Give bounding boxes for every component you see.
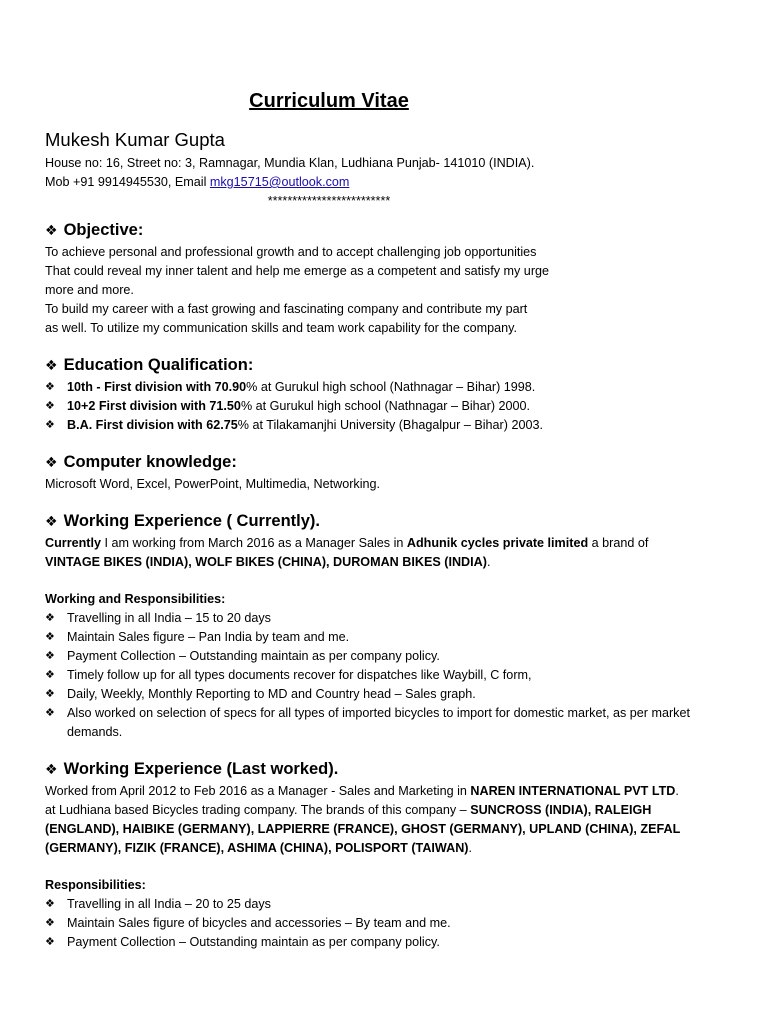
diamond-bullet-icon: ❖: [45, 917, 55, 929]
responsibility-item: [45, 704, 725, 742]
last-work-text: at Ludhiana based Bicycles trading company. The brands of this company –: [45, 803, 471, 817]
responsibility-text: Also worked on selection of specs for all types of imported bicycles to import for domestic market, as per market demands.: [67, 706, 690, 739]
last-work-heading: [45, 758, 725, 780]
last-brands: SUNCROSS (INDIA), RALEIGH: [470, 803, 652, 817]
cv-content: [45, 88, 725, 952]
diamond-bullet-icon: ❖: [45, 381, 55, 393]
current-responsibilities-heading: Working and Responsibilities:: [45, 592, 226, 606]
diamond-bullet-icon: ❖: [45, 513, 58, 529]
last-responsibilities-heading: Responsibilities:: [45, 878, 146, 892]
education-item-bold: 10+2 First division with 71.50: [67, 399, 241, 413]
diamond-bullet-icon: ❖: [45, 898, 55, 910]
objective-line: To achieve personal and professional growth and to accept challenging job opportunities: [45, 245, 537, 259]
responsibility-item: [45, 933, 725, 952]
responsibility-item: [45, 647, 725, 666]
diamond-bullet-icon: ❖: [45, 357, 58, 373]
last-work-end: .: [675, 784, 679, 798]
computer-heading-text: Computer knowledge:: [63, 453, 237, 471]
contact-line: [45, 173, 725, 192]
responsibility-text: Travelling in all India – 15 to 20 days: [67, 611, 271, 625]
responsibility-text: Maintain Sales figure – Pan India by team and me.: [67, 630, 350, 644]
computer-skills: Microsoft Word, Excel, PowerPoint, Multimedia, Networking.: [45, 477, 381, 491]
contact-phone: Mob +91 9914945530, Email: [45, 175, 210, 189]
diamond-bullet-icon: ❖: [45, 669, 55, 681]
diamond-bullet-icon: ❖: [45, 222, 58, 238]
candidate-name: Mukesh Kumar Gupta: [45, 129, 225, 150]
responsibility-text: Timely follow up for all types documents recover for dispatches like Waybill, C form,: [67, 668, 532, 682]
last-work-heading-text: Working Experience (Last worked).: [63, 760, 339, 778]
education-heading-text: Education Qualification:: [63, 356, 254, 374]
responsibility-item: [45, 895, 725, 914]
objective-line: as well. To utilize my communication skills and team work capability for the company.: [45, 321, 517, 335]
education-item: [45, 397, 725, 416]
last-company: NAREN INTERNATIONAL PVT LTD: [470, 784, 676, 798]
current-work-text: I am working from March 2016 as a Manager Sales in: [100, 536, 407, 550]
last-responsibilities-list: [45, 895, 725, 952]
last-work-line: [45, 801, 725, 820]
diamond-bullet-icon: ❖: [45, 761, 58, 777]
education-item-bold: B.A. First division with 62.75: [67, 418, 238, 432]
responsibility-item: [45, 628, 725, 647]
objective-heading-text: Objective:: [63, 221, 144, 239]
document-title: Curriculum Vitae: [249, 90, 409, 112]
email-link[interactable]: mkg15715@outlook.com: [209, 175, 350, 189]
current-brands-line: [45, 553, 725, 572]
separator-stars: *************************: [267, 194, 391, 208]
current-work-text: a brand of: [588, 536, 649, 550]
last-work-line: [45, 839, 725, 858]
education-item: [45, 378, 725, 397]
address-line: House no: 16, Street no: 3, Ramnagar, Mundia Klan, Ludhiana Punjab- 141010 (INDIA).: [45, 156, 535, 170]
responsibility-item: [45, 685, 725, 704]
diamond-bullet-icon: ❖: [45, 650, 55, 662]
responsibility-text: Daily, Weekly, Monthly Reporting to MD and Country head – Sales graph.: [67, 687, 476, 701]
responsibility-text: Payment Collection – Outstanding maintain as per company policy.: [67, 649, 440, 663]
responsibility-item: [45, 609, 725, 628]
diamond-bullet-icon: ❖: [45, 936, 55, 948]
objective-line: To build my career with a fast growing and fascinating company and contribute my part: [45, 302, 528, 316]
diamond-bullet-icon: ❖: [45, 688, 55, 700]
last-brands: (ENGLAND), HAIBIKE (GERMANY), LAPPIERRE (FRANCE), GHOST (GERMANY), UPLAND (CHINA), ZEFAL: [45, 822, 681, 836]
education-item: [45, 416, 725, 435]
education-list: [45, 378, 725, 435]
diamond-bullet-icon: ❖: [45, 454, 58, 470]
diamond-bullet-icon: ❖: [45, 631, 55, 643]
responsibility-text: Travelling in all India – 20 to 25 days: [67, 897, 271, 911]
current-work-bold: Currently: [45, 536, 101, 550]
diamond-bullet-icon: ❖: [45, 612, 55, 624]
last-work-end: .: [468, 841, 472, 855]
diamond-bullet-icon: ❖: [45, 419, 55, 431]
responsibility-item: [45, 666, 725, 685]
education-item-text: % at Gurukul high school (Nathnagar – Bihar) 2000.: [240, 399, 531, 413]
last-work-text: Worked from April 2012 to Feb 2016 as a Manager - Sales and Marketing in: [45, 784, 471, 798]
current-responsibilities-list: [45, 609, 725, 742]
last-brands: (GERMANY), FIZIK (FRANCE), ASHIMA (CHINA), POLISPORT (TAIWAN): [45, 841, 469, 855]
current-company: Adhunik cycles private limited: [406, 536, 589, 550]
responsibility-text: Maintain Sales figure of bicycles and accessories – By team and me.: [67, 916, 451, 930]
objective-line: That could reveal my inner talent and help me emerge as a competent and satisfy my urge: [45, 264, 550, 278]
education-item-text: % at Gurukul high school (Nathnagar – Bihar) 1998.: [246, 380, 536, 394]
current-work-line: [45, 534, 725, 553]
current-brands-end: .: [486, 555, 491, 569]
objective-line: more and more.: [45, 283, 134, 297]
last-work-line: [45, 782, 725, 801]
objective-heading: [45, 219, 725, 241]
education-item-text: % at Tilakamanjhi University (Bhagalpur – Bihar) 2003.: [237, 418, 543, 432]
education-heading: [45, 354, 725, 376]
education-item-bold: 10th - First division with 70.90: [67, 380, 247, 394]
current-work-heading: [45, 510, 725, 532]
current-work-heading-text: Working Experience ( Currently).: [63, 512, 320, 530]
diamond-bullet-icon: ❖: [45, 400, 55, 412]
computer-heading: [45, 451, 725, 473]
responsibility-item: [45, 914, 725, 933]
responsibility-text: Payment Collection – Outstanding maintain as per company policy.: [67, 935, 440, 949]
diamond-bullet-icon: ❖: [45, 707, 55, 719]
current-brands: VINTAGE BIKES (INDIA), WOLF BIKES (CHINA), DUROMAN BIKES (INDIA): [45, 555, 487, 569]
last-work-line: [45, 820, 725, 839]
